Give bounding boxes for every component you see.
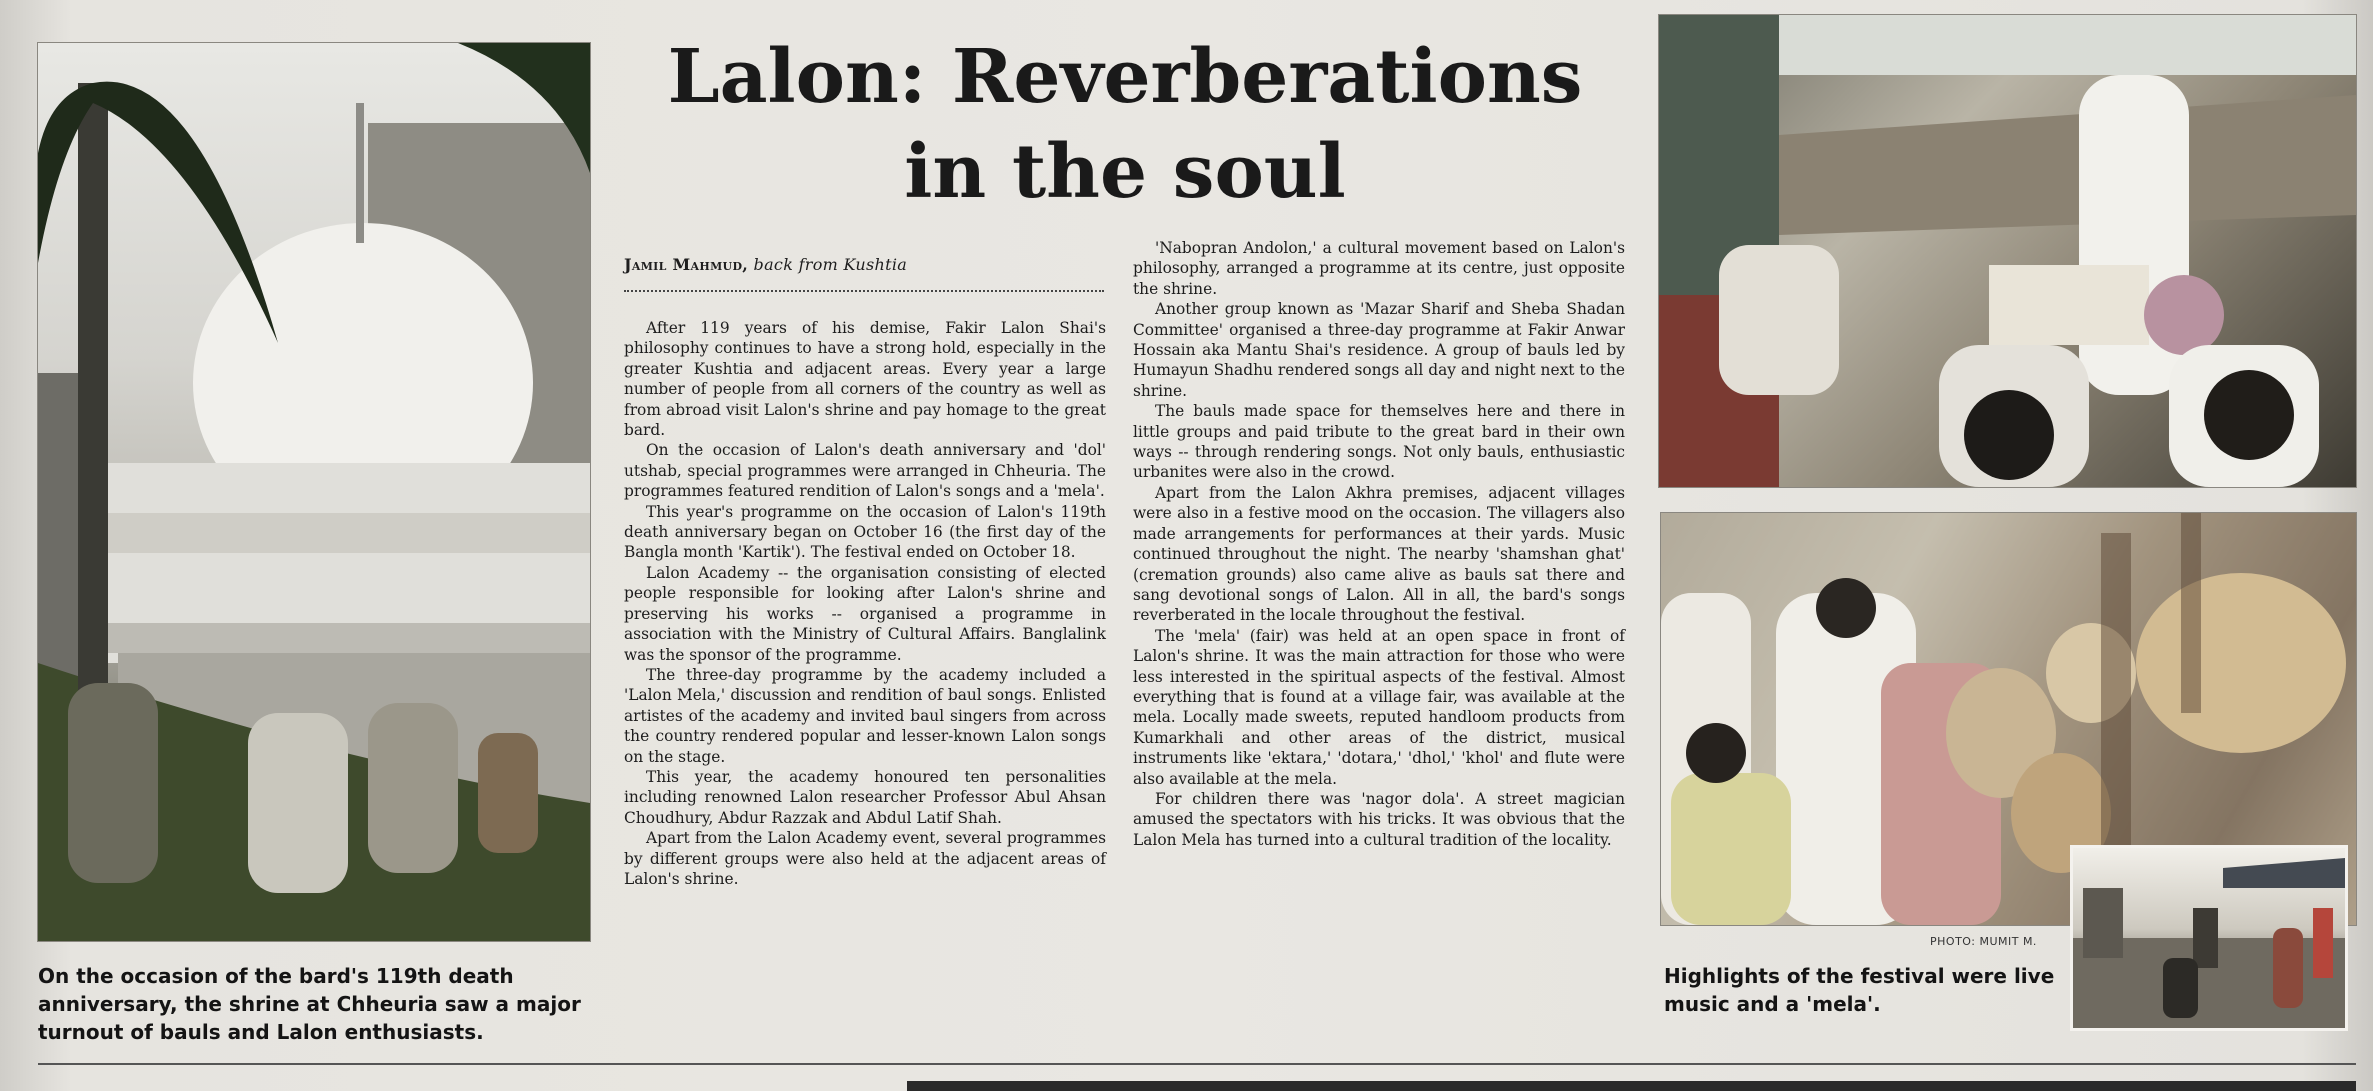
article-column-right <box>1133 238 1625 850</box>
paragraph: Lalon Academy -- the organisation consisting of elected people responsible for looking after Lalon's shrine and preserving his works -- organised a programme in association with the Ministry of Cultural Affairs. Banglalink was the sponsor of the programme. <box>624 563 1106 664</box>
paragraph: This year, the academy honoured ten personalities including renowned Lalon researcher Professor Abul Ahsan Choudhury, Abdur Razzak and Abdul Latif Shah. <box>624 767 1106 827</box>
byline-location: back from Kushtia <box>753 255 908 274</box>
paragraph: The three-day programme by the academy included a 'Lalon Mela,' discussion and rendition of baul songs. Enlisted artistes of the academy and invited baul singers from across the country rendered popular and lesser-known Lalon songs on the stage. <box>624 665 1106 766</box>
paragraph: The bauls made space for themselves here and there in little groups and paid tribute to the great bard in their own ways -- through rendering songs. Not only bauls, enthusiastic urbanites were also in the crowd. <box>1133 402 1625 482</box>
paragraph: Apart from the Lalon Akhra premises, adjacent villages were also in a festive mood on the occasion. The villagers also made arrangements for performances at their yards. Music continued throughout the night. The nearby 'shamshan ghat' (cremation grounds) also came alive as bauls sat there and sang devotional songs of Lalon. All in all, the bard's songs reverberated in the locale throughout the festival. <box>1133 483 1625 625</box>
paragraph: After 119 years of his demise, Fakir Lalon Shai's philosophy continues to have a strong hold, especially in the greater Kushtia and adjacent areas. Every year a large number of people from all corners of the country as well as from abroad visit Lalon's shrine and pay homage to the great bard. <box>624 319 1106 440</box>
paragraph: 'Nabopran Andolon,' a cultural movement based on Lalon's philosophy, arranged a programme at its centre, just opposite the shrine. <box>1133 239 1625 298</box>
headline-line-1: Lalon: Reverberations <box>667 34 1583 120</box>
byline <box>624 255 1104 274</box>
paragraph: For children there was 'nagor dola'. A street magician amused the spectators with his tricks. It was obvious that the Lalon Mela has turned into a cultural tradition of the locality. <box>1133 789 1625 849</box>
paragraph: On the occasion of Lalon's death anniversary and 'dol' utshab, special programmes were arranged in Chheuria. The programmes featured rendition of Lalon's songs and a 'mela'. <box>624 441 1106 501</box>
photo-bauls-singing <box>1658 14 2357 488</box>
paragraph: The 'mela' (fair) was held at an open space in front of Lalon's shrine. It was the main attraction for those who were less interested in the spiritual aspects of the festival. Almost everything that is found at a village fair, was available at the mela. Locally made sweets, reputed handloom products from Kumarkhali and other areas of the district, musical instruments like 'ektara,' 'dotara,' 'dhol,' 'khol' and flute were also available at the mela. <box>1133 626 1625 788</box>
byline-author: Jamil Mahmud, <box>624 255 749 274</box>
photo-shrine <box>37 42 591 942</box>
headline-line-2: in the soul <box>904 129 1346 215</box>
caption-festival: Highlights of the festival were live music and a 'mela'. <box>1664 964 2055 1016</box>
photo-credit: PHOTO: MUMIT M. <box>1930 935 2037 948</box>
bottom-divider <box>38 1063 2356 1065</box>
paragraph: This year's programme on the occasion of Lalon's 119th death anniversary began on October 16 (the first day of the Bangla month 'Kartik'). The festival ended on October 18. <box>624 502 1106 562</box>
paragraph: Apart from the Lalon Academy event, several programmes by different groups were also held at the adjacent areas of Lalon's shrine. <box>624 829 1106 888</box>
headline <box>610 30 1640 220</box>
photo-inset-street <box>2070 845 2348 1031</box>
next-article-bar <box>907 1081 2356 1091</box>
article-column-left <box>624 318 1106 889</box>
caption-shrine: On the occasion of the bard's 119th death anniversary, the shrine at Chheuria saw a major turnout of bauls and Lalon enthusiasts. <box>38 964 581 1044</box>
paragraph: Another group known as 'Mazar Sharif and Sheba Shadan Committee' organised a three-day programme at Fakir Anwar Hossain aka Mantu Shai's residence. A group of bauls led by Humayun Shadhu rendered songs all day and night next to the shrine. <box>1133 300 1625 400</box>
byline-divider <box>624 290 1104 292</box>
